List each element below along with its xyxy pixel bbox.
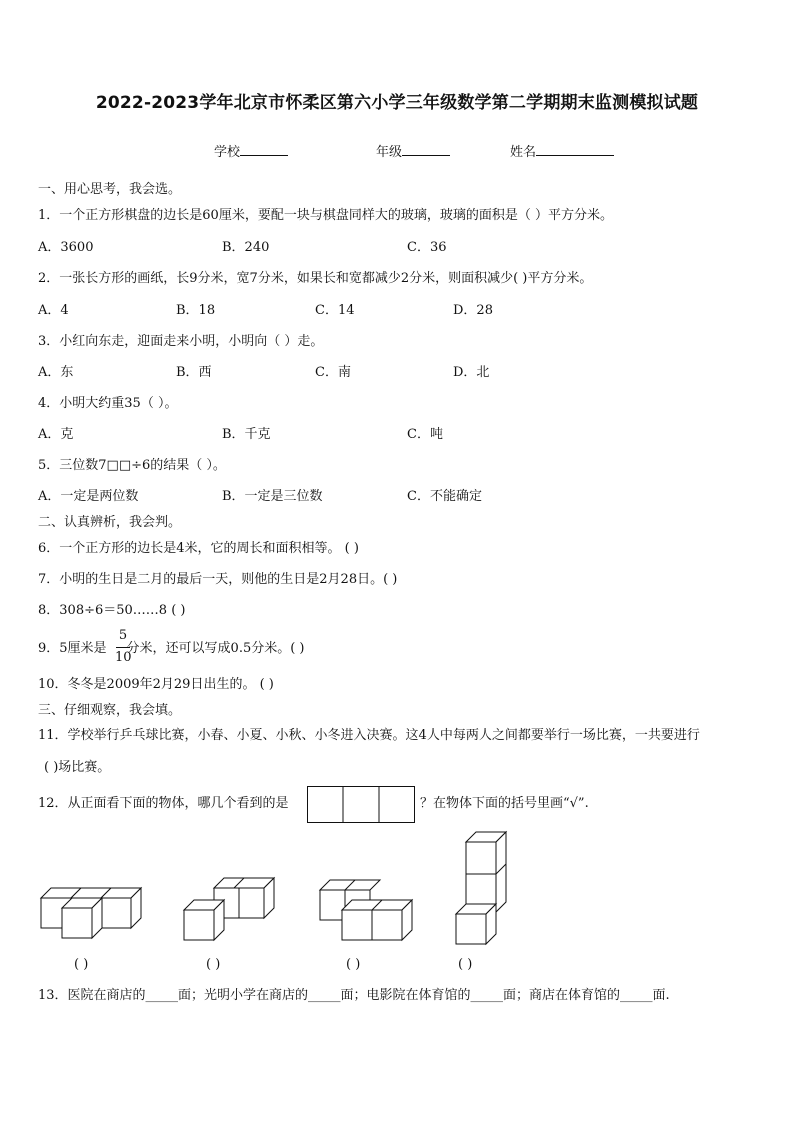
q9-fraction-denominator: 10 (115, 650, 132, 665)
q5-option-a[interactable]: A．一定是两位数 (38, 489, 139, 504)
q12-answer-4[interactable]: ( ) (458, 957, 473, 972)
q3-option-a[interactable]: A．东 (38, 365, 74, 380)
q3-option-d[interactable]: D．北 (453, 365, 490, 380)
page-title: 2022-2023学年北京市怀柔区第六小学三年级数学第二学期期末监测模拟试题 (95, 93, 699, 113)
q1-option-a[interactable]: A．3600 (38, 240, 94, 255)
q12-figure-1 (38, 880, 148, 942)
q3-option-b[interactable]: B．西 (176, 365, 212, 380)
question-5: 5．三位数7□□÷6的结果（ ）。 (38, 458, 226, 473)
question-10: 10．冬冬是2009年2月29日出生的。 ( ) (38, 677, 274, 692)
question-2: 2．一张长方形的画纸，长9分米，宽7分米，如果长和宽都减少2分米，则面积减少( )平方分米。 (38, 271, 593, 286)
q2-option-d[interactable]: D．28 (453, 303, 493, 318)
q12-answer-3[interactable]: ( ) (346, 957, 361, 972)
q9-prefix: 9．5厘米是 (38, 641, 107, 656)
q9-fraction-numerator: 5 (118, 628, 128, 643)
grade-field (376, 142, 450, 161)
q1-option-b[interactable]: B．240 (222, 240, 270, 255)
q2-option-b[interactable]: B．18 (176, 303, 216, 318)
q4-option-c[interactable]: C．吨 (407, 427, 443, 442)
section-3-heading: 三、仔细观察，我会填。 (38, 703, 182, 718)
question-11-line-2: ( )场比赛。 (44, 760, 111, 775)
section-1-heading: 一、用心思考，我会选。 (38, 182, 182, 197)
q4-option-b[interactable]: B．千克 (222, 427, 271, 442)
school-label: 学校 (214, 145, 241, 160)
question-3: 3．小红向东走，迎面走来小明，小明向（ ）走。 (38, 334, 324, 349)
section-2-heading: 二、认真辨析，我会判。 (38, 515, 182, 530)
question-13: 13．医院在商店的_____面；光明小学在商店的_____面；电影院在体育馆的_____面；商店在体育馆的_____面. (38, 988, 670, 1003)
q12-figure-4 (454, 830, 514, 946)
q9-fraction-bar (116, 647, 130, 648)
q12-answer-2[interactable]: ( ) (206, 957, 221, 972)
q1-option-c[interactable]: C．36 (407, 240, 447, 255)
q12-figure-2 (182, 878, 282, 942)
question-4: 4．小明大约重35（ ）。 (38, 396, 178, 411)
q12-answer-1[interactable]: ( ) (74, 957, 89, 972)
q12-figure-3 (318, 878, 418, 942)
q3-option-c[interactable]: C．南 (315, 365, 351, 380)
question-6: 6．一个正方形的边长是4米，它的周长和面积相等。 ( ) (38, 541, 359, 556)
q2-option-c[interactable]: C．14 (315, 303, 355, 318)
question-8: 8．308÷6＝50……8 ( ) (38, 603, 186, 618)
q5-option-c[interactable]: C．不能确定 (407, 489, 482, 504)
name-blank[interactable] (536, 142, 614, 156)
grade-label: 年级 (376, 145, 403, 160)
q12-front-view-diagram (307, 786, 417, 824)
name-label: 姓名 (510, 145, 537, 160)
q2-option-a[interactable]: A．4 (38, 303, 69, 318)
question-11-line-1: 11．学校举行乒乓球比赛，小春、小夏、小秋、小冬进入决赛。这4人中每两人之间都要举行一场比赛，一共要进行 (38, 728, 700, 743)
question-1: 1．一个正方形棋盘的边长是60厘米，要配一块与棋盘同样大的玻璃，玻璃的面积是（ ）平方分米。 (38, 208, 613, 223)
school-field (214, 142, 288, 161)
school-blank[interactable] (240, 142, 288, 156)
question-9 (38, 641, 305, 657)
grade-blank[interactable] (402, 142, 450, 156)
question-12-prefix: 12．从正面看下面的物体，哪几个看到的是 (38, 796, 289, 811)
name-field (510, 142, 614, 161)
question-7: 7．小明的生日是二月的最后一天，则他的生日是2月28日。( ) (38, 572, 398, 587)
q9-suffix: 分米，还可以写成0.5分米。( ) (126, 641, 305, 656)
q4-option-a[interactable]: A．克 (38, 427, 74, 442)
question-12-suffix: ？在物体下面的括号里画“√”. (420, 796, 589, 811)
q5-option-b[interactable]: B．一定是三位数 (222, 489, 323, 504)
